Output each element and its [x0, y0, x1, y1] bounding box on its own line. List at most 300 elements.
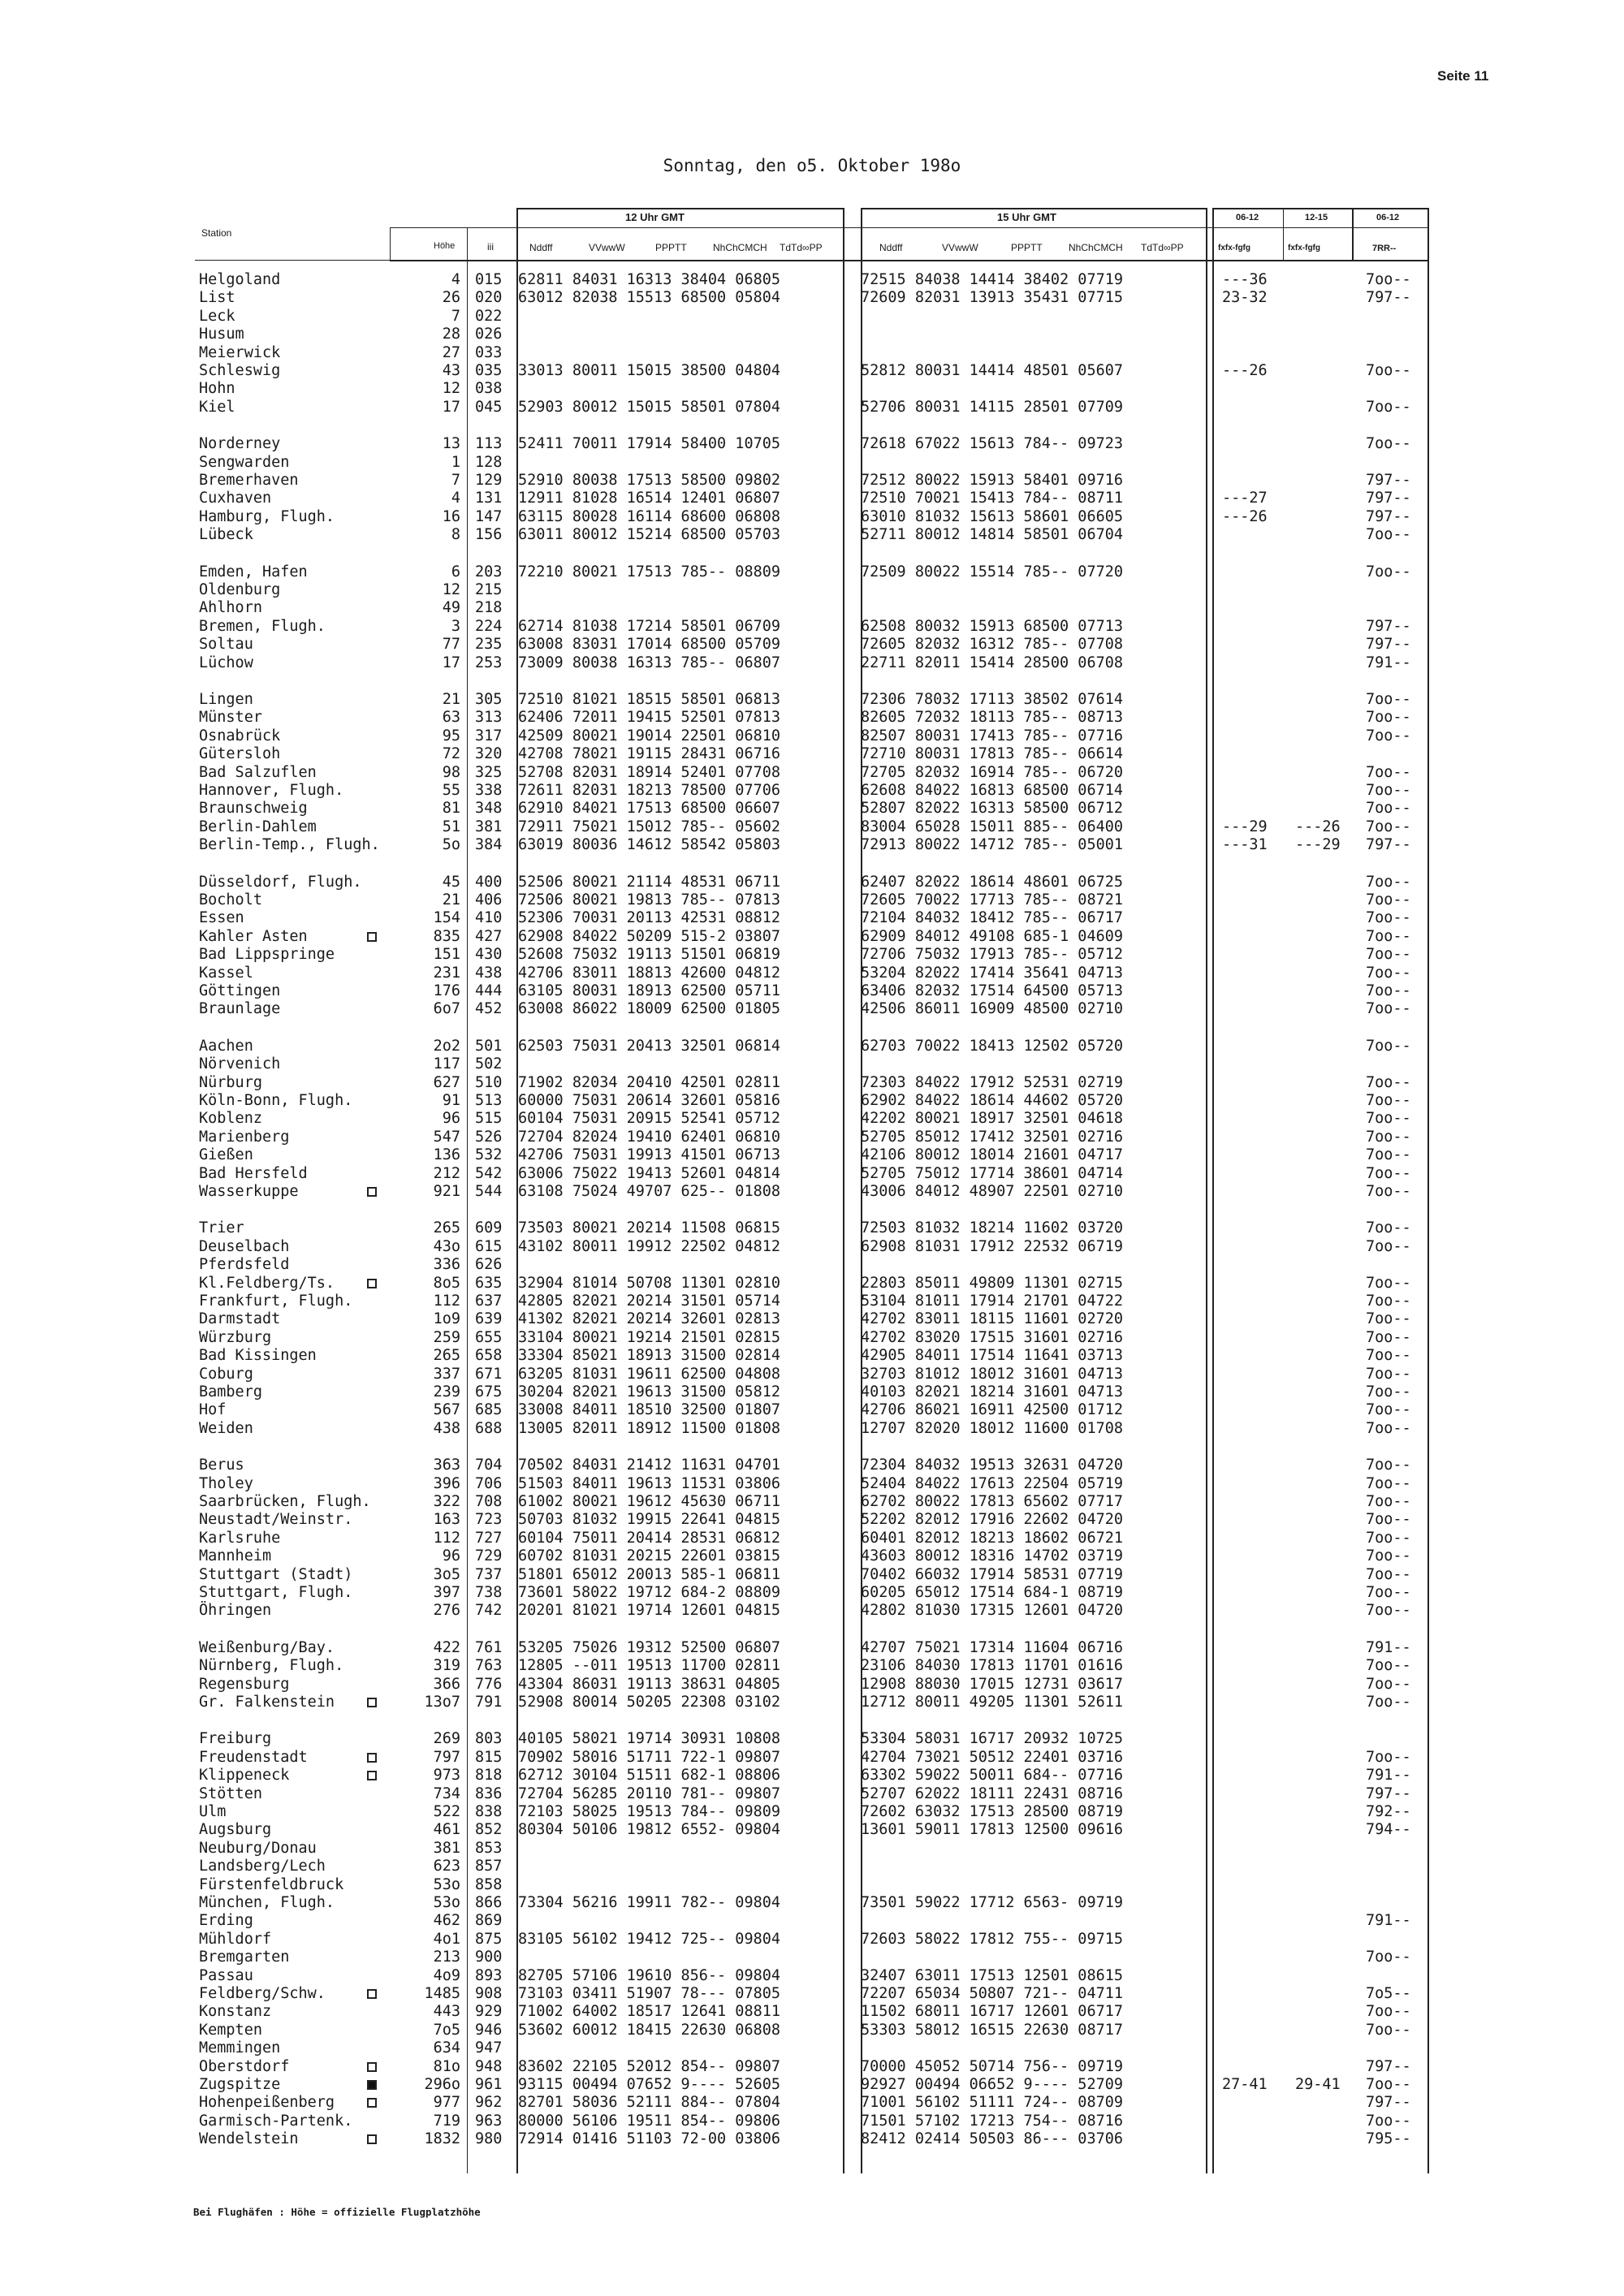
gust-12-15: 29-41 [1295, 2076, 1341, 2093]
obs-15-gmt: 43006 84012 48907 22501 02710 [861, 1183, 1124, 1200]
header-range-06-12-rr: 06-12 [1376, 213, 1400, 222]
precip-06-12: 7oo-- [1366, 818, 1411, 835]
station-height: 163 [433, 1511, 460, 1528]
station-number: 515 [475, 1110, 503, 1127]
station-number: 542 [475, 1165, 503, 1182]
precip-06-12: 7oo-- [1366, 928, 1411, 945]
header-12-col-1: Nddff [529, 242, 553, 253]
body-col-iii [516, 261, 518, 2173]
obs-15-gmt: 62702 80022 17813 65602 07717 [861, 1493, 1124, 1510]
obs-15-gmt: 72503 81032 18214 11602 03720 [861, 1219, 1124, 1236]
station-name: Nürburg [199, 1074, 262, 1091]
station-number: 015 [475, 271, 503, 288]
station-height: 623 [433, 1858, 460, 1875]
station-height: 81o [433, 2058, 460, 2075]
station-height: 8o5 [433, 1275, 460, 1292]
obs-15-gmt: 82412 02414 50503 86--- 03706 [861, 2130, 1124, 2147]
obs-12-gmt: 80304 50106 19812 6552- 09804 [518, 1821, 781, 1838]
station-number: 129 [475, 472, 503, 489]
station-number: 858 [475, 1876, 503, 1893]
station-name: Braunlage [199, 1000, 281, 1017]
station-name: Berlin-Temp., Flugh. [199, 836, 380, 853]
station-name: Würzburg [199, 1329, 272, 1346]
station-number: 655 [475, 1329, 503, 1346]
obs-15-gmt: 52705 85012 17412 32501 02716 [861, 1129, 1124, 1146]
obs-12-gmt: 52411 70011 17914 58400 10705 [518, 435, 781, 452]
obs-15-gmt: 62909 84012 49108 685-1 04609 [861, 928, 1124, 945]
precip-06-12: 7oo-- [1366, 1749, 1411, 1766]
station-number: 961 [475, 2076, 503, 2093]
obs-15-gmt: 72618 67022 15613 784-- 09723 [861, 435, 1124, 452]
obs-15-gmt: 72602 63032 17513 28500 08719 [861, 1803, 1124, 1820]
obs-12-gmt: 43304 86031 19113 38631 04805 [518, 1676, 781, 1693]
header-col-15end [1206, 208, 1207, 261]
station-number: 626 [475, 1256, 503, 1273]
precip-06-12: 797-- [1366, 490, 1411, 507]
precip-06-12: 7oo-- [1366, 891, 1411, 908]
station-number: 706 [475, 1475, 503, 1492]
station-name: Marienberg [199, 1129, 290, 1146]
station-name: Bad Salzuflen [199, 764, 317, 781]
station-height: 797 [433, 1749, 460, 1766]
header-col-ranges [1212, 208, 1214, 261]
station-name: Kl.Feldberg/Ts. [199, 1275, 335, 1292]
station-name: Schleswig [199, 362, 281, 379]
obs-12-gmt: 63006 75022 19413 52601 04814 [518, 1165, 781, 1182]
obs-15-gmt: 32407 63011 17513 12501 08615 [861, 1967, 1124, 1984]
obs-12-gmt: 83105 56102 19412 725-- 09804 [518, 1931, 781, 1948]
station-height: 151 [433, 946, 460, 963]
precip-06-12: 7oo-- [1366, 2076, 1411, 2093]
station-height: 49 [442, 599, 460, 616]
station-name: Göttingen [199, 982, 281, 999]
obs-12-gmt: 30204 82021 19613 31500 05812 [518, 1383, 781, 1400]
header-15-gmt: 15 Uhr GMT [997, 211, 1056, 223]
body-col-hoehe [467, 261, 468, 2173]
station-number: 156 [475, 526, 503, 543]
header-col-hoehe [467, 227, 468, 260]
station-height: 8 [451, 526, 460, 543]
obs-15-gmt: 72605 82032 16312 785-- 07708 [861, 636, 1124, 653]
obs-15-gmt: 42702 83011 18115 11601 02720 [861, 1310, 1124, 1327]
station-name: Hof [199, 1401, 227, 1418]
station-name: Kempten [199, 2022, 262, 2039]
station-height: 2o2 [433, 1038, 460, 1055]
obs-12-gmt: 73009 80038 16313 785-- 06807 [518, 654, 781, 671]
station-name: Memmingen [199, 2039, 281, 2056]
header-rule-top-ranges [1212, 208, 1427, 209]
station-name: Berus [199, 1457, 244, 1474]
station-height: 21 [442, 691, 460, 708]
precip-06-12: 797-- [1366, 836, 1411, 853]
obs-12-gmt: 41302 82021 20214 32601 02813 [518, 1310, 781, 1327]
precip-06-12: 795-- [1366, 2130, 1411, 2147]
mountain-station-marker [367, 1698, 377, 1707]
obs-12-gmt: 63008 86022 18009 62500 01805 [518, 1000, 781, 1017]
obs-15-gmt: 71501 57102 17213 754-- 08716 [861, 2113, 1124, 2130]
obs-12-gmt: 63019 80036 14612 58542 05803 [518, 836, 781, 853]
obs-15-gmt: 72207 65034 50807 721-- 04711 [861, 1985, 1124, 2002]
station-name: Klippeneck [199, 1767, 290, 1784]
precip-06-12: 7oo-- [1366, 1165, 1411, 1182]
obs-12-gmt: 52306 70031 20113 42531 08812 [518, 909, 781, 926]
header-minmax-b: fxfx-fgfg [1288, 244, 1320, 252]
station-number: 685 [475, 1401, 503, 1418]
station-number: 022 [475, 308, 503, 325]
obs-12-gmt: 32904 81014 50708 11301 02810 [518, 1275, 781, 1292]
station-height: 72 [442, 745, 460, 762]
station-number: 033 [475, 344, 503, 361]
obs-15-gmt: 52202 82012 17916 22602 04720 [861, 1511, 1124, 1528]
station-name: Pferdsfeld [199, 1256, 290, 1273]
station-name: Landsberg/Lech [199, 1858, 326, 1875]
station-height: 6o7 [433, 1000, 460, 1017]
obs-15-gmt: 72609 82031 13913 35431 07715 [861, 289, 1124, 306]
station-number: 317 [475, 727, 503, 744]
station-number: 671 [475, 1366, 503, 1383]
obs-12-gmt: 73103 03411 51907 78--- 07805 [518, 1985, 781, 2002]
station-height: 212 [433, 1165, 460, 1182]
obs-15-gmt: 63302 59022 50011 684-- 07716 [861, 1767, 1124, 1784]
station-height: 4o9 [433, 1967, 460, 1984]
obs-15-gmt: 72605 70022 17713 785-- 08721 [861, 891, 1124, 908]
station-number: 410 [475, 909, 503, 926]
obs-12-gmt: 33104 80021 19214 21501 02815 [518, 1329, 781, 1346]
station-number: 338 [475, 782, 503, 799]
station-height: 319 [433, 1657, 460, 1674]
station-height: 43 [442, 362, 460, 379]
station-number: 763 [475, 1657, 503, 1674]
header-12-gmt: 12 Uhr GMT [625, 211, 685, 223]
station-number: 384 [475, 836, 503, 853]
precip-06-12: 797-- [1366, 2058, 1411, 2075]
station-number: 852 [475, 1821, 503, 1838]
mountain-station-marker [367, 1187, 377, 1197]
station-number: 948 [475, 2058, 503, 2075]
obs-12-gmt: 60104 75011 20414 28531 06812 [518, 1530, 781, 1547]
obs-15-gmt: 12712 80011 49205 11301 52611 [861, 1694, 1124, 1711]
obs-15-gmt: 42706 86021 16911 42500 01712 [861, 1401, 1124, 1418]
mountain-station-marker [367, 2098, 377, 2108]
station-height: 5o [442, 836, 460, 853]
obs-15-gmt: 73501 59022 17712 6563- 09719 [861, 1894, 1124, 1911]
precip-06-12: 7oo-- [1366, 764, 1411, 781]
precip-06-12: 7oo-- [1366, 1146, 1411, 1163]
obs-12-gmt: 33304 85021 18913 31500 02814 [518, 1347, 781, 1364]
station-name: Saarbrücken, Flugh. [199, 1493, 371, 1510]
station-number: 635 [475, 1275, 503, 1292]
station-name: Trier [199, 1219, 244, 1236]
obs-12-gmt: 73503 80021 20214 11508 06815 [518, 1219, 781, 1236]
precip-06-12: 797-- [1366, 2094, 1411, 2111]
station-height: 322 [433, 1493, 460, 1510]
header-12-col-5: TdTd∞PP [780, 242, 823, 253]
body-col-r3 [1427, 261, 1429, 2173]
station-number: 305 [475, 691, 503, 708]
station-name: Bremen, Flugh. [199, 618, 326, 635]
header-col-iii [516, 208, 518, 261]
station-number: 513 [475, 1092, 503, 1109]
precip-06-12: 7oo-- [1366, 1110, 1411, 1127]
obs-12-gmt: 71002 64002 18517 12641 08811 [518, 2003, 781, 2020]
station-height: 17 [442, 399, 460, 416]
station-name: Oldenburg [199, 581, 281, 598]
obs-12-gmt: 72506 80021 19813 785-- 07813 [518, 891, 781, 908]
station-name: Nürnberg, Flugh. [199, 1657, 344, 1674]
station-number: 444 [475, 982, 503, 999]
station-name: Coburg [199, 1366, 253, 1383]
obs-15-gmt: 32703 81012 18012 31601 04713 [861, 1366, 1124, 1383]
precip-06-12: 7oo-- [1366, 1183, 1411, 1200]
station-number: 658 [475, 1347, 503, 1364]
obs-15-gmt: 62902 84022 18614 44602 05720 [861, 1092, 1124, 1109]
page-number: Seite 11 [1437, 68, 1489, 84]
obs-15-gmt: 72705 82032 16914 785-- 06720 [861, 764, 1124, 781]
gust-06-12: ---31 [1222, 836, 1268, 853]
station-height: 461 [433, 1821, 460, 1838]
station-name: Feldberg/Schw. [199, 1985, 326, 2002]
header-12-col-4: NhChCMCH [713, 242, 767, 253]
obs-12-gmt: 52903 80012 15015 58501 07804 [518, 399, 781, 416]
station-height: 12 [442, 581, 460, 598]
obs-12-gmt: 62406 72011 19415 52501 07813 [518, 709, 781, 726]
header-15-col-3: PPPTT [1011, 242, 1043, 253]
obs-15-gmt: 72512 80022 15913 58401 09716 [861, 472, 1124, 489]
obs-15-gmt: 72710 80031 17813 785-- 06614 [861, 745, 1124, 762]
obs-15-gmt: 72509 80022 15514 785-- 07720 [861, 563, 1124, 580]
page-title: Sonntag, den o5. Oktober 198o [663, 156, 961, 175]
obs-12-gmt: 63108 75024 49707 625-- 01808 [518, 1183, 781, 1200]
station-name: Bamberg [199, 1383, 262, 1400]
precip-06-12: 7oo-- [1366, 1657, 1411, 1674]
precip-06-12: 7oo-- [1366, 727, 1411, 744]
obs-15-gmt: 72515 84038 14414 38402 07719 [861, 271, 1124, 288]
precip-06-12: 7oo-- [1366, 1401, 1411, 1418]
precip-06-12: 7oo-- [1366, 526, 1411, 543]
mountain-station-marker [367, 1279, 377, 1288]
station-height: 55 [442, 782, 460, 799]
station-number: 776 [475, 1676, 503, 1693]
obs-15-gmt: 62508 80032 15913 68500 07713 [861, 618, 1124, 635]
obs-15-gmt: 42506 86011 16909 48500 02710 [861, 1000, 1124, 1017]
station-number: 147 [475, 508, 503, 525]
obs-12-gmt: 12911 81028 16514 12401 06807 [518, 490, 781, 507]
obs-15-gmt: 70402 66032 17914 58531 07719 [861, 1566, 1124, 1583]
obs-15-gmt: 53304 58031 16717 20932 10725 [861, 1730, 1124, 1747]
precip-06-12: 7oo-- [1366, 1457, 1411, 1474]
precip-06-12: 797-- [1366, 636, 1411, 653]
station-height: 337 [433, 1366, 460, 1383]
station-name: Augsburg [199, 1821, 272, 1838]
obs-12-gmt: 60702 81031 20215 22601 03815 [518, 1547, 781, 1564]
station-height: 265 [433, 1347, 460, 1364]
header-range-06-12: 06-12 [1236, 213, 1259, 222]
station-number: 615 [475, 1238, 503, 1255]
header-range-12-15: 12-15 [1305, 213, 1328, 222]
body-col-12end [843, 261, 844, 2173]
station-name: Braunschweig [199, 800, 308, 817]
precip-06-12: 7oo-- [1366, 1038, 1411, 1055]
footnote: Bei Flughäfen : Höhe = offizielle Flugplatzhöhe [193, 2206, 481, 2218]
station-height: 7 [451, 472, 460, 489]
header-rule-top-12 [518, 208, 843, 209]
obs-15-gmt: 43603 80012 18316 14702 03719 [861, 1547, 1124, 1564]
precip-06-12: 7oo-- [1366, 362, 1411, 379]
station-number: 400 [475, 874, 503, 891]
obs-15-gmt: 40103 82021 18214 31601 04713 [861, 1383, 1124, 1400]
obs-15-gmt: 42905 84011 17514 11641 03713 [861, 1347, 1124, 1364]
mountain-station-marker [367, 1989, 377, 1999]
station-name: Norderney [199, 435, 281, 452]
mountain-station-marker [367, 1771, 377, 1780]
header-hoehe: Höhe [434, 241, 456, 251]
obs-15-gmt: 82507 80031 17413 785-- 07716 [861, 727, 1124, 744]
obs-12-gmt: 72704 56285 20110 781-- 09807 [518, 1785, 781, 1802]
station-name: Freiburg [199, 1730, 272, 1747]
header-minmax-a: fxfx-fgfg [1218, 244, 1250, 252]
station-height: 634 [433, 2039, 460, 2056]
obs-12-gmt: 52708 82031 18914 52401 07708 [518, 764, 781, 781]
station-number: 406 [475, 891, 503, 908]
station-number: 544 [475, 1183, 503, 1200]
obs-15-gmt: 12908 88030 17015 12731 03617 [861, 1676, 1124, 1693]
gust-06-12: ---27 [1222, 490, 1268, 507]
station-name: Kassel [199, 965, 253, 982]
obs-15-gmt: 92927 00494 06652 9---- 52709 [861, 2076, 1124, 2093]
obs-15-gmt: 70000 45052 50714 756-- 09719 [861, 2058, 1124, 2075]
obs-12-gmt: 33013 80011 15015 38500 04804 [518, 362, 781, 379]
station-height: 7o5 [433, 2022, 460, 2039]
station-height: 977 [433, 2094, 460, 2111]
obs-15-gmt: 52707 62022 18111 22431 08716 [861, 1785, 1124, 1802]
station-number: 729 [475, 1547, 503, 1564]
station-height: 522 [433, 1803, 460, 1820]
precip-06-12: 7oo-- [1366, 1676, 1411, 1693]
precip-06-12: 7oo-- [1366, 399, 1411, 416]
station-number: 045 [475, 399, 503, 416]
obs-12-gmt: 72210 80021 17513 785-- 08809 [518, 563, 781, 580]
station-name: Neustadt/Weinstr. [199, 1511, 353, 1528]
station-number: 980 [475, 2130, 503, 2147]
precip-06-12: 7oo-- [1366, 1074, 1411, 1091]
mountain-station-filled-marker [367, 2080, 377, 2090]
precip-06-12: 7oo-- [1366, 1383, 1411, 1400]
station-name: München, Flugh. [199, 1894, 335, 1911]
station-height: 95 [442, 727, 460, 744]
obs-12-gmt: 73304 56216 19911 782-- 09804 [518, 1894, 781, 1911]
station-number: 946 [475, 2022, 503, 2039]
station-name: Gr. Falkenstein [199, 1694, 335, 1711]
precip-06-12: 7oo-- [1366, 2003, 1411, 2020]
station-name: Berlin-Dahlem [199, 818, 317, 835]
obs-12-gmt: 60000 75031 20614 32601 05816 [518, 1092, 781, 1109]
station-rule [195, 260, 390, 261]
station-name: Aachen [199, 1038, 253, 1055]
station-name: Lingen [199, 691, 253, 708]
station-number: 637 [475, 1293, 503, 1310]
station-height: 1 [451, 454, 460, 471]
obs-15-gmt: 42106 80012 18014 21601 04717 [861, 1146, 1124, 1163]
header-12-col-2: VVwwW [589, 242, 625, 253]
station-height: 136 [433, 1146, 460, 1163]
station-number: 708 [475, 1493, 503, 1510]
obs-15-gmt: 72303 84022 17912 52531 02719 [861, 1074, 1124, 1091]
station-height: 63 [442, 709, 460, 726]
header-12-col-3: PPPTT [655, 242, 687, 253]
obs-12-gmt: 42706 83011 18813 42600 04812 [518, 965, 781, 982]
station-name: Soltau [199, 636, 253, 653]
obs-12-gmt: 71902 82034 20410 42501 02811 [518, 1074, 781, 1091]
gust-12-15: ---26 [1295, 818, 1341, 835]
mountain-station-marker [367, 932, 377, 942]
precip-06-12: 7oo-- [1366, 1000, 1411, 1017]
station-height: 17 [442, 654, 460, 671]
obs-15-gmt: 53204 82022 17414 35641 04713 [861, 965, 1124, 982]
station-name: Konstanz [199, 2003, 272, 2020]
obs-12-gmt: 52608 75032 19113 51501 06819 [518, 946, 781, 963]
precip-06-12: 7o5-- [1366, 1985, 1411, 2002]
obs-15-gmt: 62608 84022 16813 68500 06714 [861, 782, 1124, 799]
station-name: Düsseldorf, Flugh. [199, 874, 362, 891]
obs-12-gmt: 63115 80028 16114 68600 06808 [518, 508, 781, 525]
obs-15-gmt: 63406 82032 17514 64500 05713 [861, 982, 1124, 999]
station-name: Münster [199, 709, 262, 726]
obs-12-gmt: 52908 80014 50205 22308 03102 [518, 1694, 781, 1711]
precip-06-12: 7oo-- [1366, 1092, 1411, 1109]
station-number: 869 [475, 1912, 503, 1929]
station-name: Lüchow [199, 654, 253, 671]
station-number: 131 [475, 490, 503, 507]
station-number: 761 [475, 1639, 503, 1656]
station-number: 675 [475, 1383, 503, 1400]
station-name: Nörvenich [199, 1055, 281, 1072]
obs-12-gmt: 73601 58022 19712 684-2 08809 [518, 1584, 781, 1601]
station-name: Sengwarden [199, 454, 290, 471]
obs-15-gmt: 42202 80021 18917 32501 04618 [861, 1110, 1124, 1127]
station-name: Weiden [199, 1420, 253, 1437]
obs-12-gmt: 53602 60012 18415 22630 06808 [518, 2022, 781, 2039]
station-height: 719 [433, 2113, 460, 2130]
station-number: 325 [475, 764, 503, 781]
precip-06-12: 7oo-- [1366, 1293, 1411, 1310]
obs-15-gmt: 60205 65012 17514 684-1 08719 [861, 1584, 1124, 1601]
mountain-station-marker [367, 1753, 377, 1763]
station-name: Gießen [199, 1146, 253, 1163]
station-height: 1485 [424, 1985, 460, 2002]
station-height: 396 [433, 1475, 460, 1492]
obs-15-gmt: 42704 73021 50512 22401 03716 [861, 1749, 1124, 1766]
obs-12-gmt: 93115 00494 07652 9---- 52605 [518, 2076, 781, 2093]
station-height: 13 [442, 435, 460, 452]
obs-15-gmt: 23106 84030 17813 11701 01616 [861, 1657, 1124, 1674]
obs-12-gmt: 42706 75031 19913 41501 06713 [518, 1146, 781, 1163]
obs-15-gmt: 52812 80031 14414 48501 05607 [861, 362, 1124, 379]
obs-15-gmt: 72306 78032 17113 38502 07614 [861, 691, 1124, 708]
header-rule-top-15 [861, 208, 1206, 209]
obs-12-gmt: 60104 75031 20915 52541 05712 [518, 1110, 781, 1127]
body-col-ranges [1212, 261, 1214, 2173]
station-number: 532 [475, 1146, 503, 1163]
precip-06-12: 797-- [1366, 289, 1411, 306]
station-name: Hamburg, Flugh. [199, 508, 335, 525]
station-number: 381 [475, 818, 503, 835]
station-number: 900 [475, 1949, 503, 1966]
obs-12-gmt: 42708 78021 19115 28431 06716 [518, 745, 781, 762]
precip-06-12: 7oo-- [1366, 1329, 1411, 1346]
obs-12-gmt: 82701 58036 52111 884-- 07804 [518, 2094, 781, 2111]
station-name: Wasserkuppe [199, 1183, 299, 1200]
station-number: 704 [475, 1457, 503, 1474]
